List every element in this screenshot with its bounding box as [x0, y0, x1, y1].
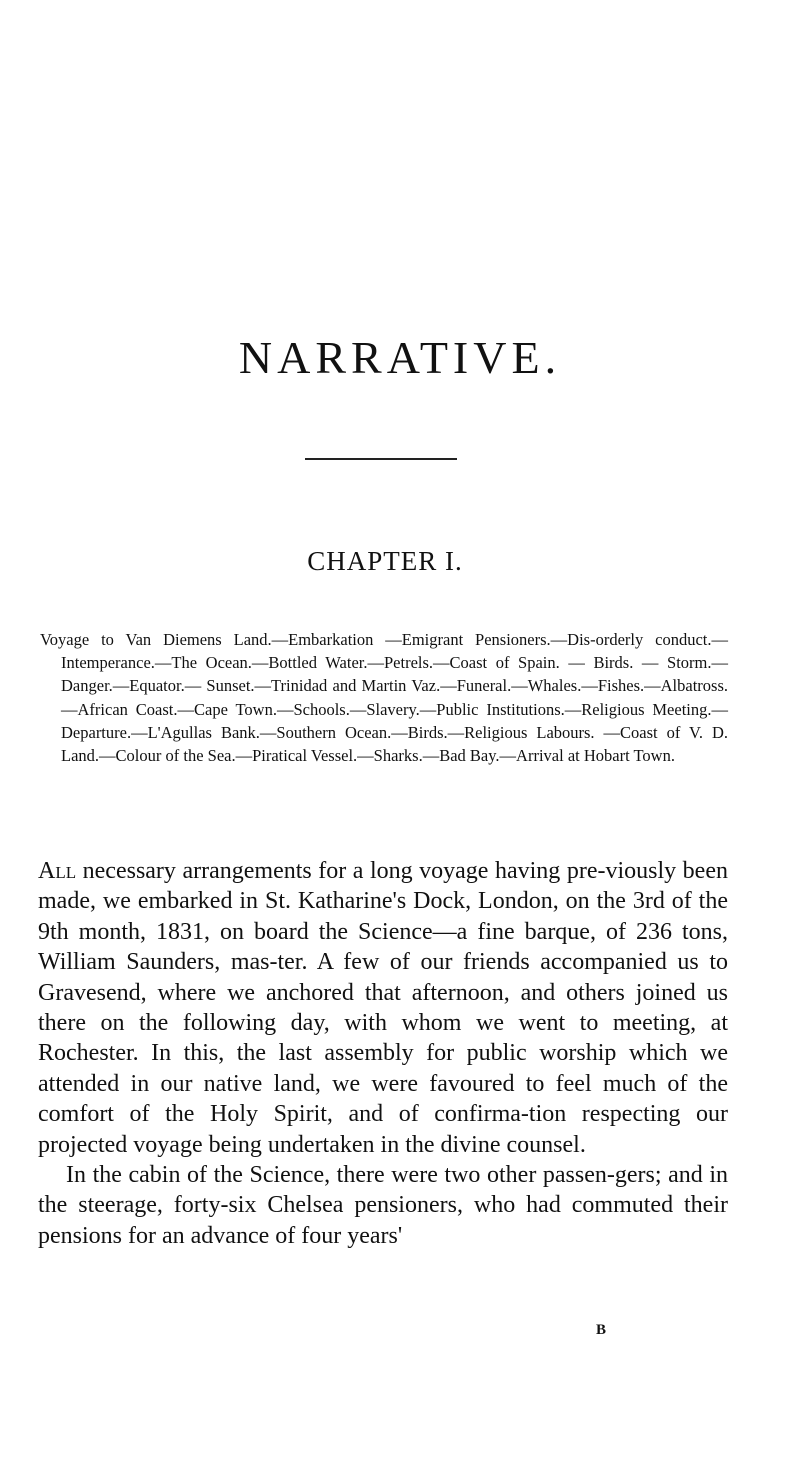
- narrative-body: [38, 856, 728, 1251]
- paragraph-1: [38, 856, 728, 1160]
- page-title: NARRATIVE.: [238, 332, 562, 383]
- paragraph-1-lead: All: [38, 858, 77, 884]
- paragraph-2: In the cabin of the Science, there were two other passen-gers; and in the steerage, forty-six Chelsea pensioners, who had commuted their pensions for an advance of four years': [38, 1162, 728, 1249]
- chapter-heading: CHAPTER I.: [307, 546, 463, 576]
- title-divider: [305, 458, 457, 460]
- chapter-summary: Voyage to Van Diemens Land.—Embarkation —Emigrant Pensioners.—Dis-orderly conduct.—Intemperance.—The Ocean.—Bottled Water.—Petrels.—Coast of Spain. — Birds. — Storm.—Danger.—Equator.— Sunset.—Trinidad and Martin Vaz.—Funeral.—Whales.—Fishes.—Albatross.—African Coast.—Cape Town.—Schools.—Slavery.—Public Institutions.—Religious Meeting.—Departure.—L'Agullas Bank.—Southern Ocean.—Birds.—Religious Labours. —Coast of V. D. Land.—Colour of the Sea.—Piratical Vessel.—Sharks.—Bad Bay.—Arrival at Hobart Town.: [40, 630, 728, 766]
- signature-mark: B: [596, 1322, 607, 1338]
- paragraph-1-text: necessary arrangements for a long voyage having pre-viously been made, we embarked in St. Katharine's Dock, London, on the 3rd of the 9th month, 1831, on board the Science—a fine barque, of 236 tons, William Saunders, mas-ter. A few of our friends accompanied us to Gravesend, where we anchored that afternoon, and others joined us there on the following day, with whom we went to meeting, at Rochester. In this, the last assembly for public worship which we attended in our native land, we were favoured to feel much of the comfort of the Holy Spirit, and of confirma-tion respecting our projected voyage being undertaken in the divine counsel.: [38, 858, 728, 1158]
